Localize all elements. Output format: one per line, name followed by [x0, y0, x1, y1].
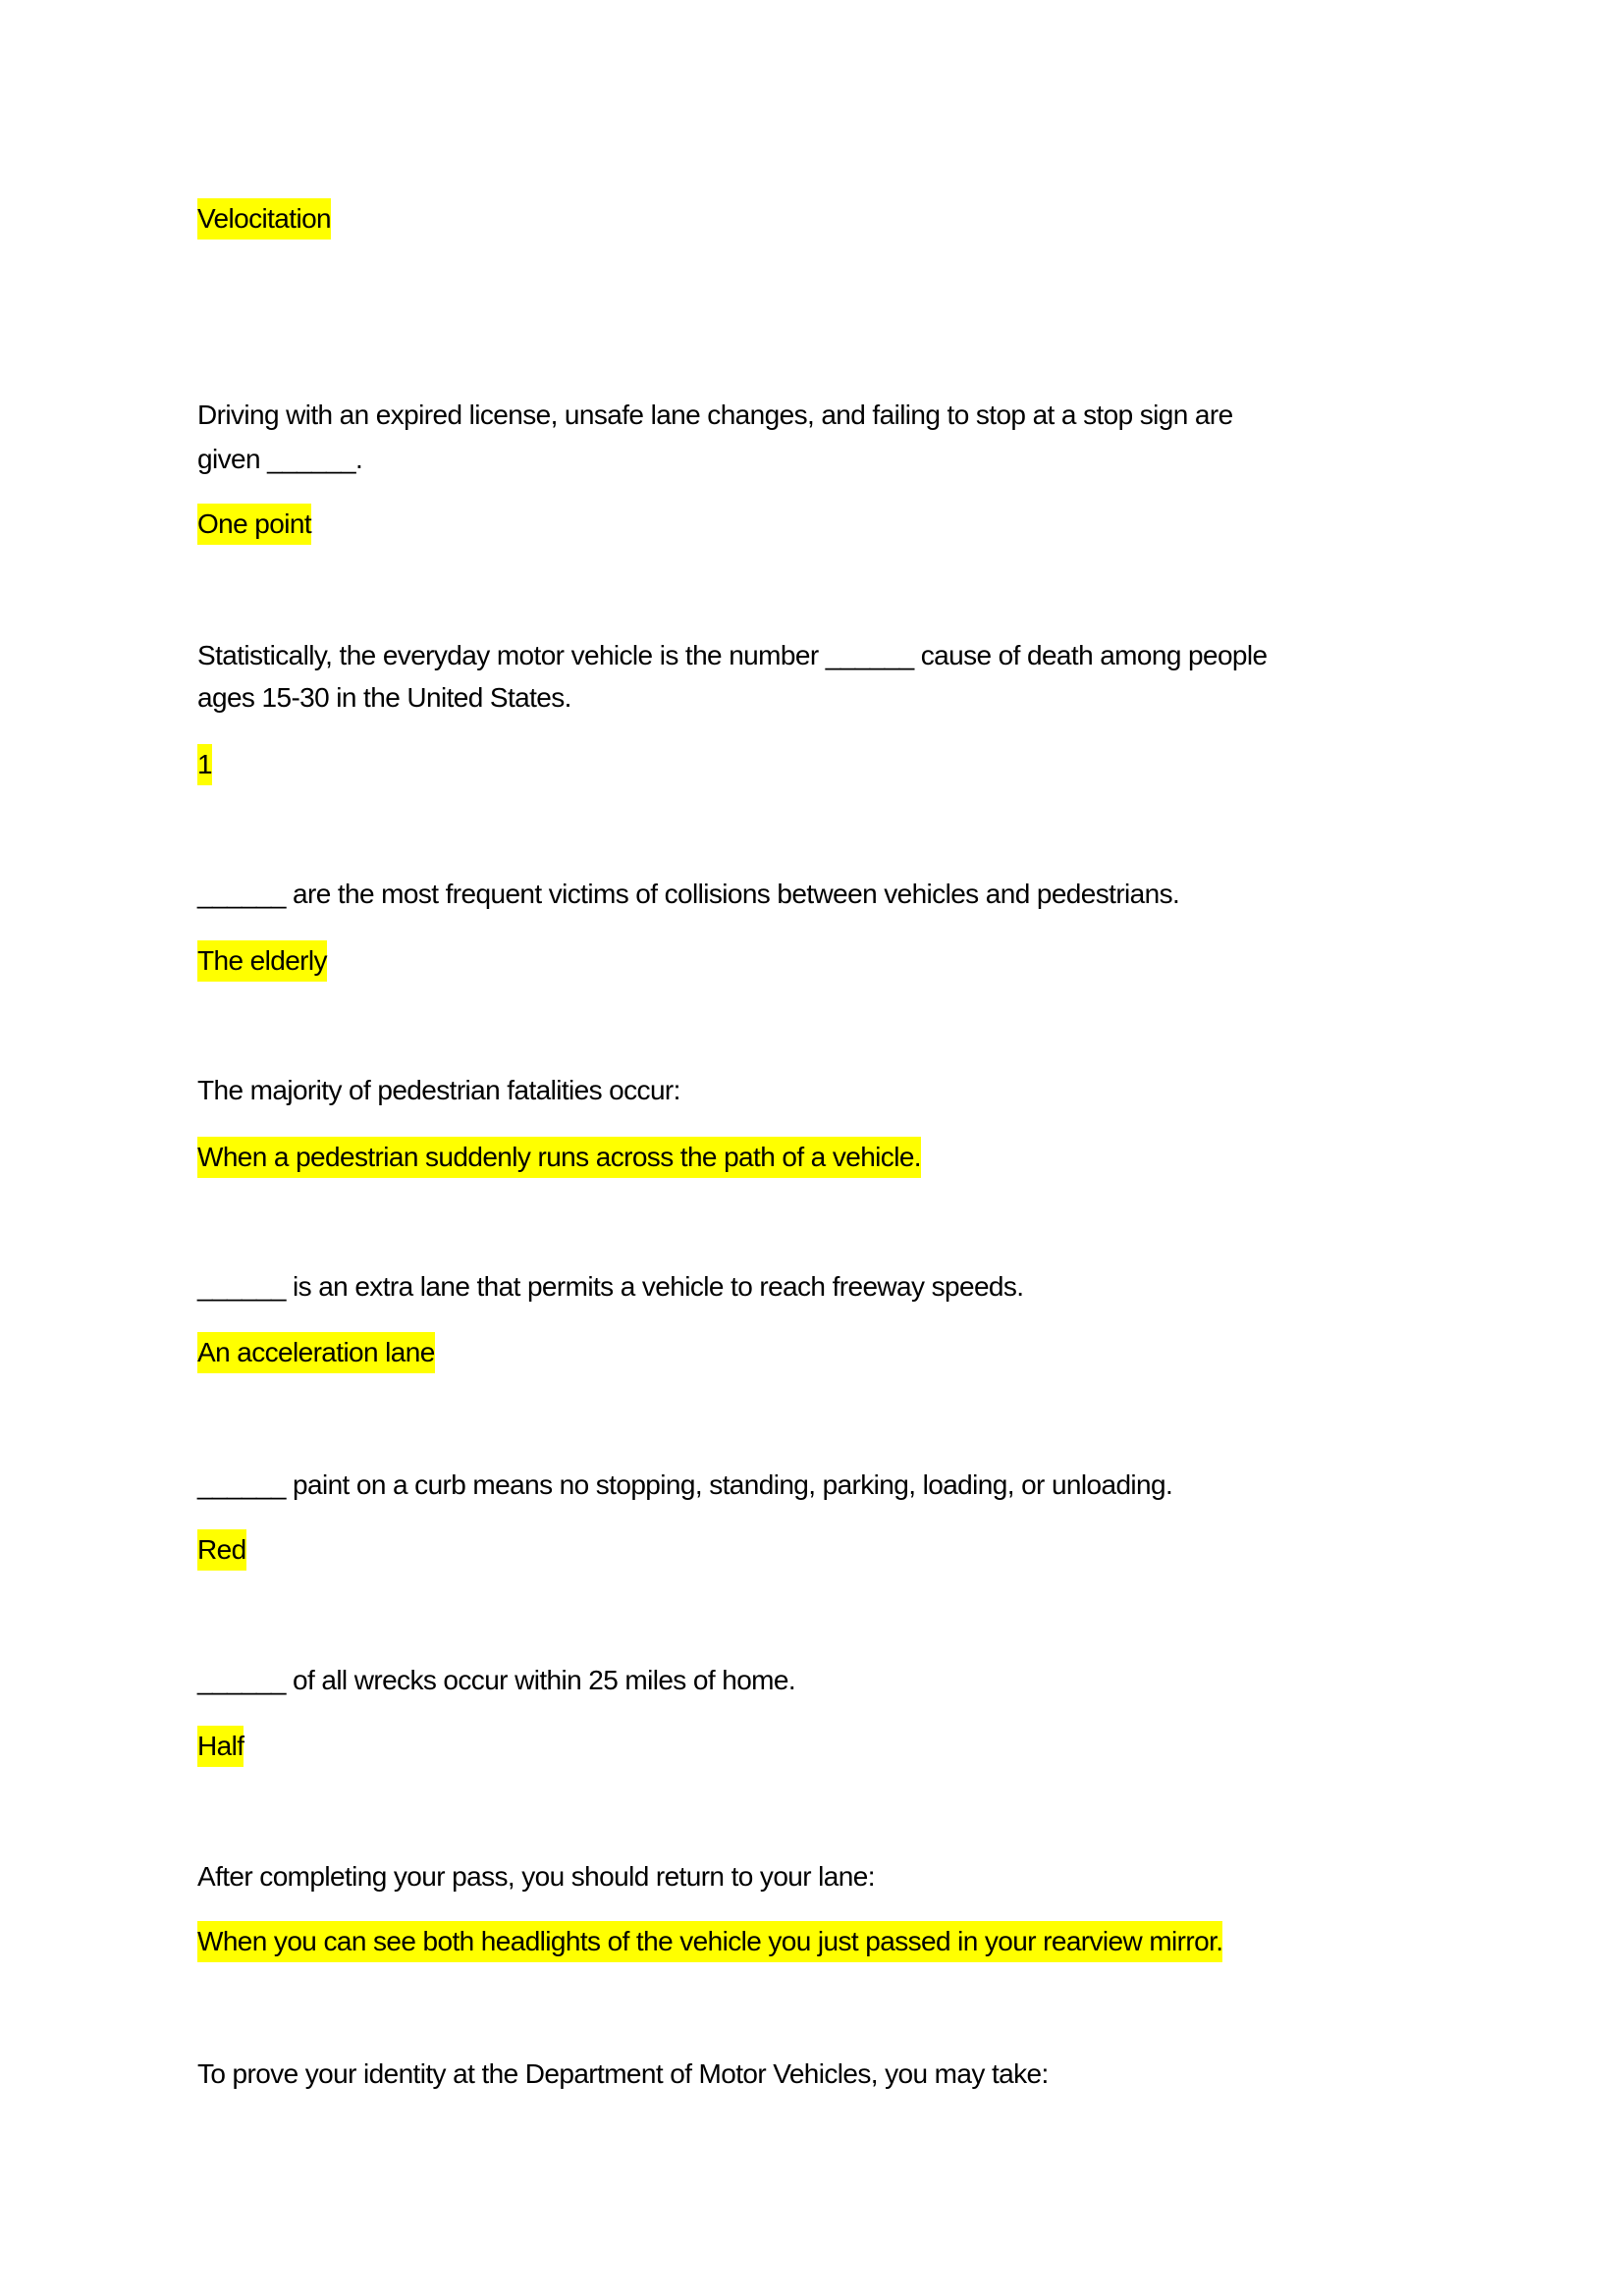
question-9: To prove your identity at the Department of Motor Vehicles, you may take: — [197, 2058, 1049, 2089]
answer-4-text: When a pedestrian suddenly runs across the path of a vehicle. — [197, 1137, 921, 1178]
question-1-line-1: Driving with an expired license, unsafe lane changes, and failing to stop at a stop sign are — [197, 400, 1233, 430]
answer-2-text: 1 — [197, 744, 212, 785]
answer-8 — [197, 1920, 1222, 1963]
answer-5-text: An acceleration lane — [197, 1332, 435, 1373]
question-5: ______ is an extra lane that permits a vehicle to reach freeway speeds. — [197, 1271, 1024, 1302]
question-8: After completing your pass, you should return to your lane: — [197, 1861, 875, 1892]
question-1-line-2: given ______. — [197, 444, 363, 474]
answer-3 — [197, 939, 327, 983]
question-2-line-1: Statistically, the everyday motor vehicle is the number ______ cause of death among people — [197, 640, 1268, 670]
answer-7-text: Half — [197, 1726, 244, 1767]
question-6: ______ paint on a curb means no stopping, standing, parking, loading, or unloading. — [197, 1469, 1173, 1500]
answer-6 — [197, 1528, 246, 1572]
question-2-line-2: ages 15-30 in the United States. — [197, 682, 571, 713]
answer-8-text: When you can see both headlights of the vehicle you just passed in your rearview mirror. — [197, 1921, 1222, 1962]
title-text: Velocitation — [197, 198, 331, 240]
answer-4 — [197, 1136, 921, 1179]
answer-1-text: One point — [197, 504, 311, 545]
answer-5 — [197, 1331, 435, 1374]
answer-6-text: Red — [197, 1529, 246, 1571]
question-3: ______ are the most frequent victims of collisions between vehicles and pedestrians. — [197, 879, 1180, 909]
answer-3-text: The elderly — [197, 940, 327, 982]
answer-7 — [197, 1725, 244, 1768]
answer-2 — [197, 743, 212, 786]
question-7: ______ of all wrecks occur within 25 miles of home. — [197, 1665, 796, 1695]
document-title — [197, 197, 331, 240]
answer-1 — [197, 503, 311, 546]
question-4: The majority of pedestrian fatalities occur: — [197, 1075, 680, 1105]
